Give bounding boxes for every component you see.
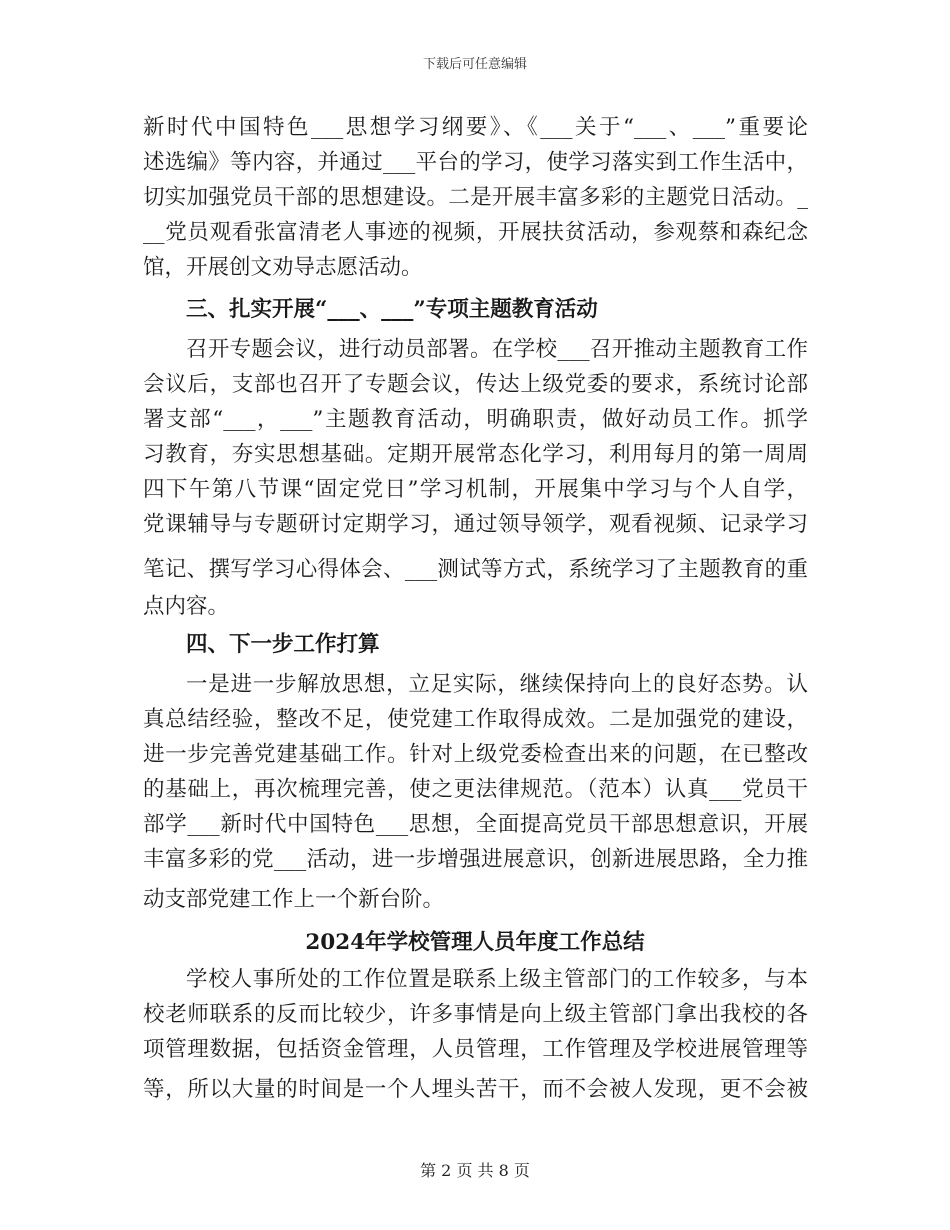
body-line: 点内容。 <box>143 594 230 619</box>
body-line: 丰富多彩的党___活动，进一步增强进展意识，创新进展思路，全力推 <box>143 847 808 872</box>
body-line: 真总结经验，整改不足，使党建工作取得成效。二是加强党的建设， <box>143 707 808 732</box>
body-line: 署支部“___，___”主题教育活动，明确职责，做好动员工作。抓学 <box>143 407 808 432</box>
body-line: 部学___新时代中国特色___思想，全面提高党员干部思想意识，开展 <box>143 812 808 837</box>
body-line: 馆，开展创文劝导志愿活动。 <box>143 255 423 280</box>
section-heading-3: 三、扎实开展“___、___”专项主题教育活动 <box>186 297 598 322</box>
body-line: 述选编》等内容，并通过___平台的学习，使学习落实到工作生活中， <box>143 150 808 175</box>
body-line: 的基础上，再次梳理完善，使之更法律规范。（范本）认真___党员干 <box>143 777 808 802</box>
body-line: 四下午第八节课“固定党日”学习机制，开展集中学习与个人自学， <box>143 477 808 502</box>
body-line: 等，所以大量的时间是一个人埋头苦干，而不会被人发现，更不会被 <box>143 1077 808 1102</box>
body-line: 新时代中国特色___思想学习纲要》、《___关于“___、___”重要论 <box>143 115 808 140</box>
body-line: 进一步完善党建基础工作。针对上级党委检查出来的问题，在已整改 <box>143 742 808 767</box>
body-line: 项管理数据，包括资金管理，人员管理，工作管理及学校进展管理等 <box>143 1037 808 1062</box>
body-line: 笔记、撰写学习心得体会、___测试等方式，系统学习了主题教育的重 <box>143 557 808 582</box>
body-line: 党课辅导与专题研讨定期学习，通过领导领学，观看视频、记录学习 <box>143 512 808 537</box>
document-title: 2024年学校管理人员年度工作总结 <box>305 930 645 955</box>
body-line: 切实加强党员干部的思想建设。二是开展丰富多彩的主题党日活动。_ <box>143 185 808 210</box>
body-line: 习教育，夯实思想基础。定期开展常态化学习，利用每月的第一周周 <box>143 442 808 467</box>
page-footer: 第 2 页 共 8 页 <box>420 1161 530 1180</box>
body-line: 一是进一步解放思想，立足实际，继续保持向上的良好态势。认 <box>186 672 808 697</box>
page-header: 下载后可任意编辑 <box>422 57 527 72</box>
body-line: 召开专题会议，进行动员部署。在学校___召开推动主题教育工作 <box>186 337 808 362</box>
section-heading-4: 四、下一步工作打算 <box>186 632 380 657</box>
body-line: 学校人事所处的工作位置是联系上级主管部门的工作较多，与本 <box>186 967 808 992</box>
body-line: 动支部党建工作上一个新台阶。 <box>143 887 445 912</box>
body-line: __党员观看张富清老人事迹的视频，开展扶贫活动，参观蔡和森纪念 <box>143 220 808 245</box>
body-line: 校老师联系的反而比较少，许多事情是向上级主管部门拿出我校的各 <box>143 1002 808 1027</box>
body-line: 会议后，支部也召开了专题会议，传达上级党委的要求，系统讨论部 <box>143 372 808 397</box>
